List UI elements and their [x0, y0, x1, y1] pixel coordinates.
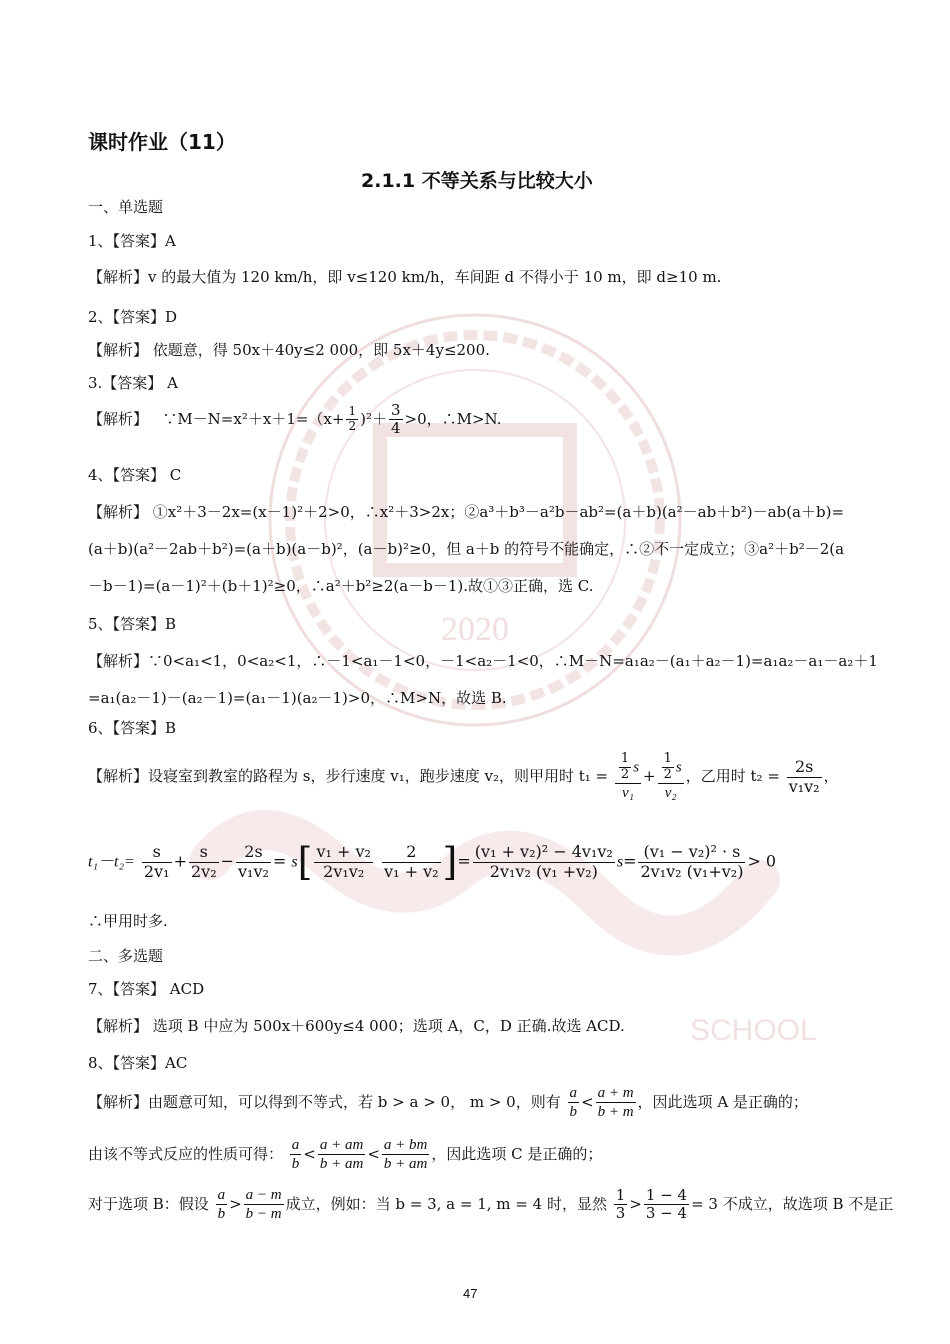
q8-l3-post: = 3 不成立，故选项 B 不是正 — [691, 1194, 894, 1213]
q2-answer: 2、【答案】D — [88, 308, 178, 326]
q6-eq-gt: > 0 — [747, 851, 777, 871]
section-subtitle: 2.1.1 不等关系与比较大小 — [361, 170, 593, 192]
q6-eq-frac-b: $\frac{s}{\text{2v₂}}$ — [190, 842, 217, 881]
q8-analysis-line2: 由该不等式反应的性质可得： $\frac{a}{b}$ < $\frac{a + am}{b + am}$ < $\frac{a + bm}{b + am}$ ，因此选项 C 是正确的； — [88, 1137, 603, 1173]
q6-t1-frac1: $\frac{1}{2}$ s v₁ — [615, 752, 641, 802]
q8-l3-frac-amm: $\frac{a - m}{b - m}$ — [245, 1187, 282, 1223]
q6-t2-label: ，乙用时 t₂ = — [685, 767, 780, 786]
q8-l3-frac-1-3: $\frac{1}{3}$ — [615, 1186, 626, 1223]
q1-answer: 1、【答案】A — [88, 232, 176, 250]
q3-label: 【解析】 — [88, 409, 149, 428]
q6-t2-frac: $\frac{2s}{\text{v₁v₂}}$ — [788, 757, 820, 796]
q7-answer: 7、【答案】 ACD — [88, 980, 205, 998]
q5-analysis-line1: 【解析】∵0<a₁<1，0<a₂<1，∴－1<a₁－1<0，－1<a₂－1<0，∴M－N=a₁a₂－(a₁＋a₂－1)=a₁a₂－a₁－a₂＋1 — [88, 652, 878, 670]
q8-l2-frac-abm: $\frac{a + bm}{b + am}$ — [383, 1137, 428, 1173]
q6-answer: 6、【答案】B — [88, 719, 177, 737]
q6-eq-frac-e: $\frac{2}{\text{v₁ + v₂}}$ — [384, 842, 439, 881]
q6-intro: 【解析】设寝室到教室的路程为 s，步行速度 v₁，跑步速度 v₂，则甲用时 t₁ = — [88, 767, 609, 786]
q8-l3-mid: 成立，例如：当 b = 3, a = 1, m = 4 时，显然 — [285, 1194, 607, 1213]
q8-analysis-line1: 【解析】由题意可知，可以得到不等式，若 b > a > 0， m > 0，则有 $\frac{a}{b}$ < $\frac{a + m}{b + m}$ ，因此选项 A 是正确的； — [88, 1085, 808, 1121]
q4-answer: 4、【答案】 C — [88, 466, 182, 484]
q1-analysis: 【解析】v 的最大值为 120 km/h，即 v≤120 km/h，车间距 d 不得小于 10 m，即 d≥10 m. — [88, 268, 722, 286]
q8-l1-post: ，因此选项 A 是正确的； — [637, 1092, 808, 1111]
q5-answer: 5、【答案】B — [88, 615, 177, 633]
watermark-school: SCHOOL — [690, 1014, 817, 1047]
q6-eq-frac-d: $\frac{\text{v₁ + v₂}}{\text{2v₁v₂}}$ — [316, 842, 371, 881]
q6-eq-frac-g: $\frac{\text{(v₁ − v₂)² · s}}{\text{2v₁v₂ (v₁+v₂)}}$ — [640, 842, 744, 881]
q8-frac-a-b: $\frac{a}{b}$ — [569, 1085, 577, 1121]
q3-expr-mid: )²＋ — [360, 409, 387, 428]
q3-expr-post: >0，∴M>N. — [404, 409, 502, 428]
q6-analysis-line1: 【解析】设寝室到教室的路程为 s，步行速度 v₁，跑步速度 v₂，则甲用时 t₁ = $\frac{1}{2}$ s v₁ + $\frac{1}{2}$ s v₂ ，乙用时 t₂ = $\frac{2s}{\text{v₁v₂}}$ ， — [88, 751, 839, 801]
q3-answer: 3.【答案】 A — [88, 374, 178, 392]
q4-analysis-line2: (a＋b)(a²－2ab＋b²)=(a＋b)(a－b)²，(a－b)²≥0，但 a＋b 的符号不能确定，∴②不一定成立；③a²＋b²－2(a — [88, 540, 845, 558]
q6-eq-frac-c: $\frac{2s}{\text{v₁v₂}}$ — [238, 842, 269, 881]
q8-l3-frac-a-b: $\frac{a}{b}$ — [217, 1187, 226, 1223]
q6-plus: + — [643, 767, 656, 786]
q6-eq-frac-f: $\frac{\text{(v₁ + v₂)² − 4v₁v₂}}{\text{2v₁v₂ (v₁ +v₂)}}$ — [474, 842, 613, 881]
q8-answer: 8、【答案】AC — [88, 1054, 188, 1072]
q2-analysis: 【解析】 依题意，得 50x＋40y≤2 000，即 5x＋4y≤200. — [88, 341, 490, 359]
q8-frac-apm-bpm: $\frac{a + m}{b + m}$ — [597, 1085, 634, 1121]
q3-expr-pre: ∵M－N=x²＋x＋1=（x+ — [162, 409, 345, 428]
section-heading-single-choice: 一、单选题 — [88, 198, 164, 216]
q6-conclusion: ∴甲用时多. — [88, 912, 168, 930]
q3-analysis — [88, 402, 502, 438]
q8-l2-frac-a-b: $\frac{a}{b}$ — [291, 1137, 300, 1173]
watermark-year: 2020 — [441, 611, 509, 648]
q5-analysis-line2: =a₁(a₂－1)－(a₂－1)=(a₁－1)(a₂－1)>0，∴M>N，故选 B. — [88, 689, 507, 707]
q3-frac-half: $\frac{1}{2}$ — [348, 404, 357, 434]
q4-analysis-line3: －b－1)=(a－1)²＋(b＋1)²≥0，∴a²＋b²≥2(a－b－1).故①③正确，选 C. — [88, 577, 594, 595]
page-number: 47 — [463, 1286, 478, 1301]
q8-l3-text: 对于选项 B：假设 — [88, 1194, 209, 1213]
section-heading-multi-choice: 二、多选题 — [88, 947, 164, 965]
q7-analysis: 【解析】 选项 B 中应为 500x＋600y≤4 000；选项 A，C，D 正确.故选 ACD. — [88, 1017, 625, 1035]
q8-l2-text: 由该不等式反应的性质可得： — [88, 1144, 284, 1163]
q6-eq-frac-a: $\frac{s}{\text{2v₁}}$ — [143, 842, 170, 881]
q6-equation: t₁－t₂= $\frac{s}{\text{2v₁}}$ + $\frac{s}{\text{2v₂}}$ − $\frac{2s}{\text{v₁v₂}}$ = s[ $\frac{\text{v₁ + v₂}}{\text{2v₁v₂}}$ $\frac{2}{\text{v₁ + v₂}}$ ]= $\frac{\text{(v₁ + v₂)² − 4v₁v₂}}{\text{2v₁v₂ (v₁ +v₂)}}$ s= $\frac{\text{(v₁ − v₂)² · s}}{\text{2v₁v₂ (v₁+v₂)}}$ > 0 — [88, 840, 777, 884]
q4-analysis-line1: 【解析】 ①x²＋3－2x=(x－1)²＋2>0，∴x²＋3>2x；②a³＋b³－a²b－ab²=(a＋b)(a²－ab＋b²)－ab(a＋b)= — [88, 503, 845, 521]
q8-l2-post: ，因此选项 C 是正确的； — [431, 1144, 603, 1163]
q8-analysis-line3: 对于选项 B：假设 $\frac{a}{b}$ > $\frac{a - m}{b - m}$ 成立，例如：当 b = 3, a = 1, m = 4 时，显然 $\frac{1}{3}$ > $\frac{1 - 4}{3 - 4}$ = 3 不成立，故选项 B 不是正 — [88, 1186, 894, 1223]
q8-l3-frac-example: $\frac{1 - 4}{3 - 4}$ — [645, 1186, 688, 1223]
q8-l2-frac-apam: $\frac{a + am}{b + am}$ — [319, 1137, 364, 1173]
q6-eq-lhs: t₁－t₂= — [88, 853, 135, 871]
q3-frac-three-quarters: $\frac{3}{4}$ — [390, 401, 401, 438]
q8-l1-text: 【解析】由题意可知，可以得到不等式，若 b > a > 0， m > 0，则有 — [88, 1092, 561, 1111]
page-title: 课时作业（11） — [88, 130, 236, 154]
q6-t1-frac2: $\frac{1}{2}$ s v₂ — [658, 752, 684, 802]
